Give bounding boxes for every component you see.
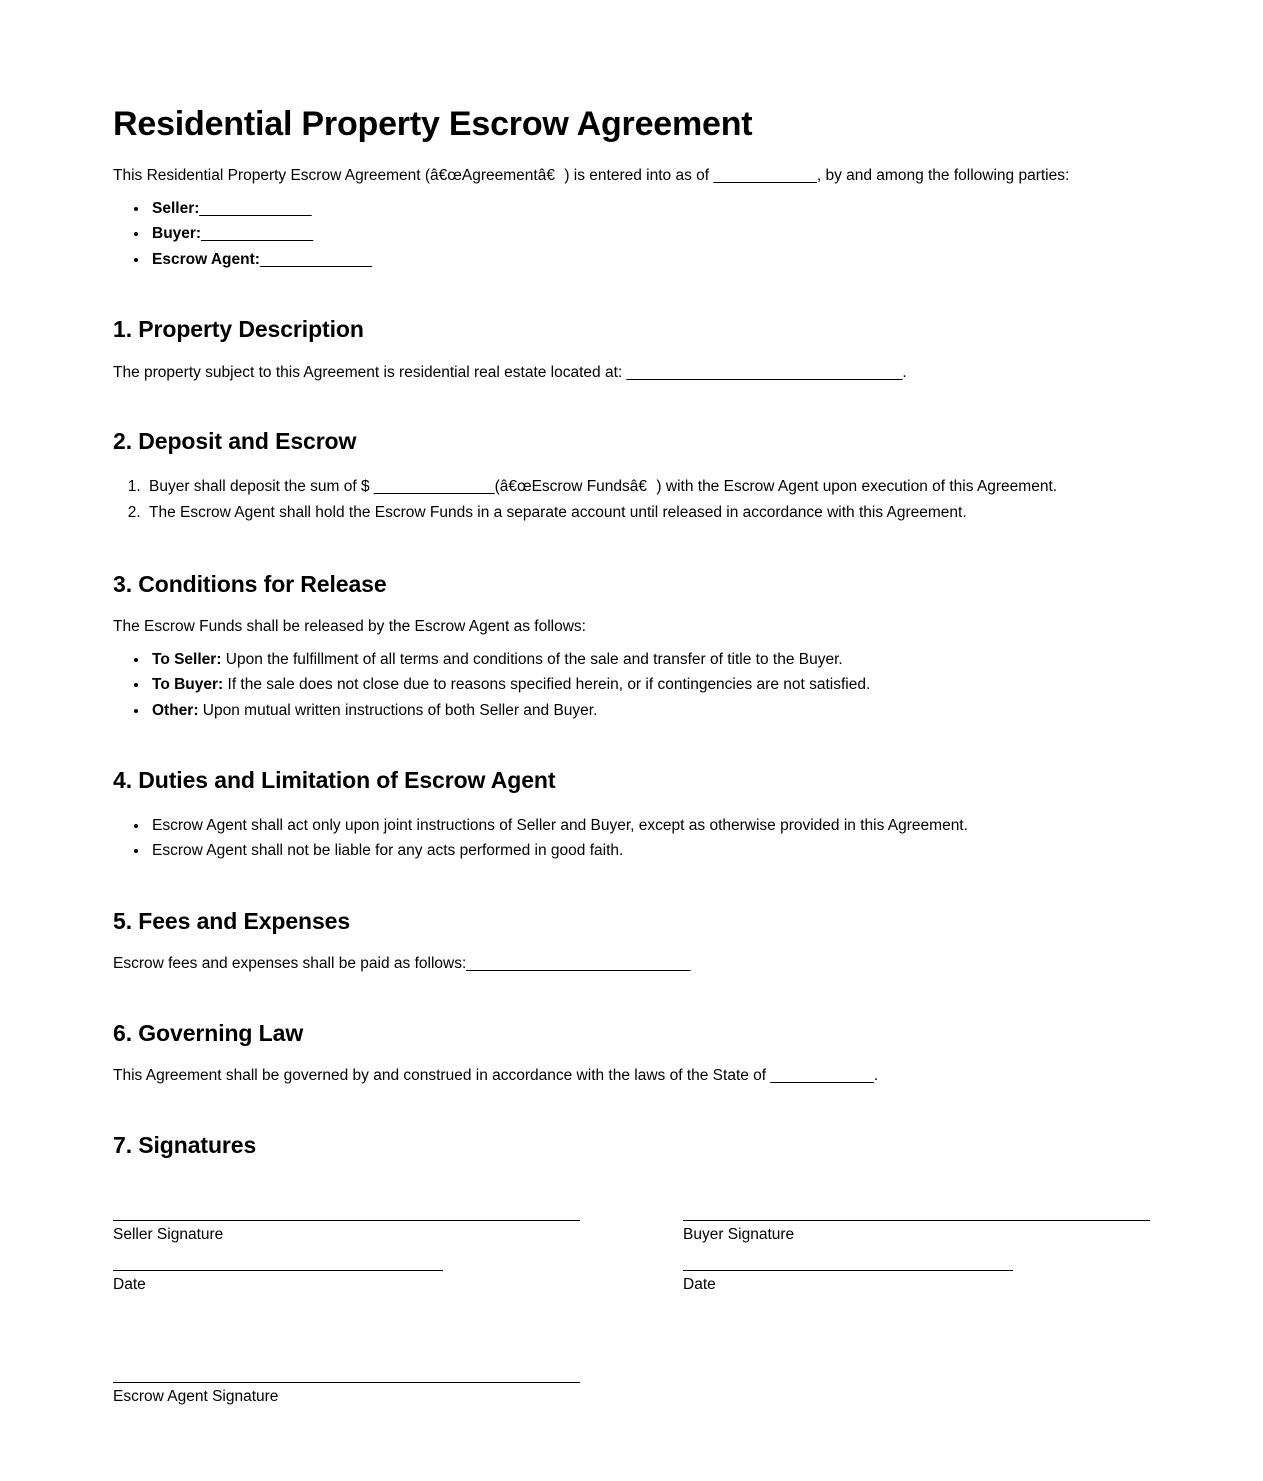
property-text-after: . <box>902 363 907 381</box>
section-paragraph-conditions: The Escrow Funds shall be released by the Escrow Agent as follows: <box>113 618 586 636</box>
party-label-escrow-agent: Escrow Agent: <box>152 250 260 268</box>
section-heading-property-description: 1. Property Description <box>113 316 364 343</box>
list-item <box>149 698 1150 724</box>
party-blank-seller: _____________ <box>199 199 312 217</box>
section-paragraph-property-description <box>113 362 1150 384</box>
intro-paragraph <box>113 165 1150 187</box>
parties-list <box>113 196 1150 273</box>
deposit-item-1-before: Buyer shall deposit the sum of $ <box>149 477 374 495</box>
conditions-bullet-list <box>113 647 1150 724</box>
signature-row-primary <box>113 1220 1150 1318</box>
list-item <box>145 474 1150 501</box>
property-address-blank: ________________________________ <box>626 363 903 381</box>
deposit-item-1-after: (â€œEscrow Fundsâ€) with the Escrow Agent upon execution of this Agreement. <box>494 477 1058 495</box>
list-item <box>149 647 1150 673</box>
section-paragraph-fees <box>113 953 1150 975</box>
section-paragraph-governing-law <box>113 1065 1150 1087</box>
duty-text-2: Escrow Agent shall not be liable for any acts performed in good faith. <box>152 842 624 860</box>
section-heading-governing-law: 6. Governing Law <box>113 1019 304 1046</box>
seller-signature-line[interactable] <box>113 1220 580 1221</box>
buyer-date-line[interactable] <box>683 1270 1013 1271</box>
section-heading-conditions-for-release: 3. Conditions for Release <box>113 570 387 597</box>
signature-block <box>113 1220 1150 1408</box>
list-item <box>149 247 1150 273</box>
deposit-item-2-text: The Escrow Agent shall hold the Escrow Funds in a separate account until released in accordance with this Agreement. <box>149 504 967 522</box>
condition-label-other: Other: <box>152 701 199 719</box>
duties-bullet-list <box>113 813 1150 864</box>
escrow-agent-signature-line[interactable] <box>113 1382 580 1383</box>
condition-label-to-buyer: To Buyer: <box>152 676 224 694</box>
fees-blank: __________________________ <box>466 955 691 973</box>
signature-column-seller <box>113 1220 580 1318</box>
buyer-date-caption: Date <box>683 1276 716 1294</box>
party-label-seller: Seller: <box>152 199 200 217</box>
list-item <box>149 221 1150 247</box>
seller-date-line[interactable] <box>113 1270 443 1271</box>
buyer-signature-caption: Buyer Signature <box>683 1226 795 1244</box>
buyer-signature-line[interactable] <box>683 1220 1150 1221</box>
party-blank-buyer: _____________ <box>201 225 314 243</box>
escrow-agent-signature-caption: Escrow Agent Signature <box>113 1388 279 1406</box>
condition-text-other: Upon mutual written instructions of both Seller and Buyer. <box>198 701 598 719</box>
intro-date-blank: ____________ <box>713 167 817 185</box>
deposit-numbered-list <box>113 474 1150 527</box>
list-item <box>145 500 1150 527</box>
section-heading-duties-and-limitation: 4. Duties and Limitation of Escrow Agent <box>113 767 556 794</box>
seller-date-caption: Date <box>113 1276 146 1294</box>
party-blank-escrow-agent: _____________ <box>259 250 373 268</box>
list-item <box>149 813 1150 839</box>
party-label-buyer: Buyer: <box>152 225 202 243</box>
seller-signature-caption: Seller Signature <box>113 1226 224 1244</box>
list-item <box>149 672 1150 698</box>
duty-text-1: Escrow Agent shall act only upon joint instructions of Seller and Buyer, except as otherwise provided in this Agreement. <box>152 816 968 834</box>
condition-text-to-seller: Upon the fulfillment of all terms and conditions of the sale and transfer of title to the Buyer. <box>221 650 843 668</box>
signature-column-buyer <box>683 1220 1150 1318</box>
section-heading-fees-and-expenses: 5. Fees and Expenses <box>113 908 351 935</box>
list-item <box>149 196 1150 222</box>
condition-text-to-buyer: If the sale does not close due to reasons specified herein, or if contingencies are not satisfied. <box>223 676 871 694</box>
governing-law-text-after: . <box>873 1067 879 1085</box>
section-heading-deposit-and-escrow: 2. Deposit and Escrow <box>113 428 357 455</box>
signature-column-escrow-agent <box>113 1382 580 1408</box>
governing-law-text-before: This Agreement shall be governed by and construed in accordance with the laws of the State of <box>113 1067 771 1085</box>
intro-text-before: This Residential Property Escrow Agreement (â€œAgreementâ€) is entered into as of <box>113 167 714 185</box>
section-heading-signatures: 7. Signatures <box>113 1131 257 1158</box>
condition-label-to-seller: To Seller: <box>152 650 222 668</box>
intro-text-after: , by and among the following parties: <box>816 167 1070 185</box>
list-item <box>149 838 1150 864</box>
property-text-before: The property subject to this Agreement is residential real estate located at: <box>113 363 627 381</box>
page-title: Residential Property Escrow Agreement <box>113 105 753 143</box>
governing-law-state-blank: ____________ <box>770 1067 874 1085</box>
deposit-amount-blank: ______________ <box>373 477 495 495</box>
fees-text-before: Escrow fees and expenses shall be paid as follows: <box>113 955 467 973</box>
